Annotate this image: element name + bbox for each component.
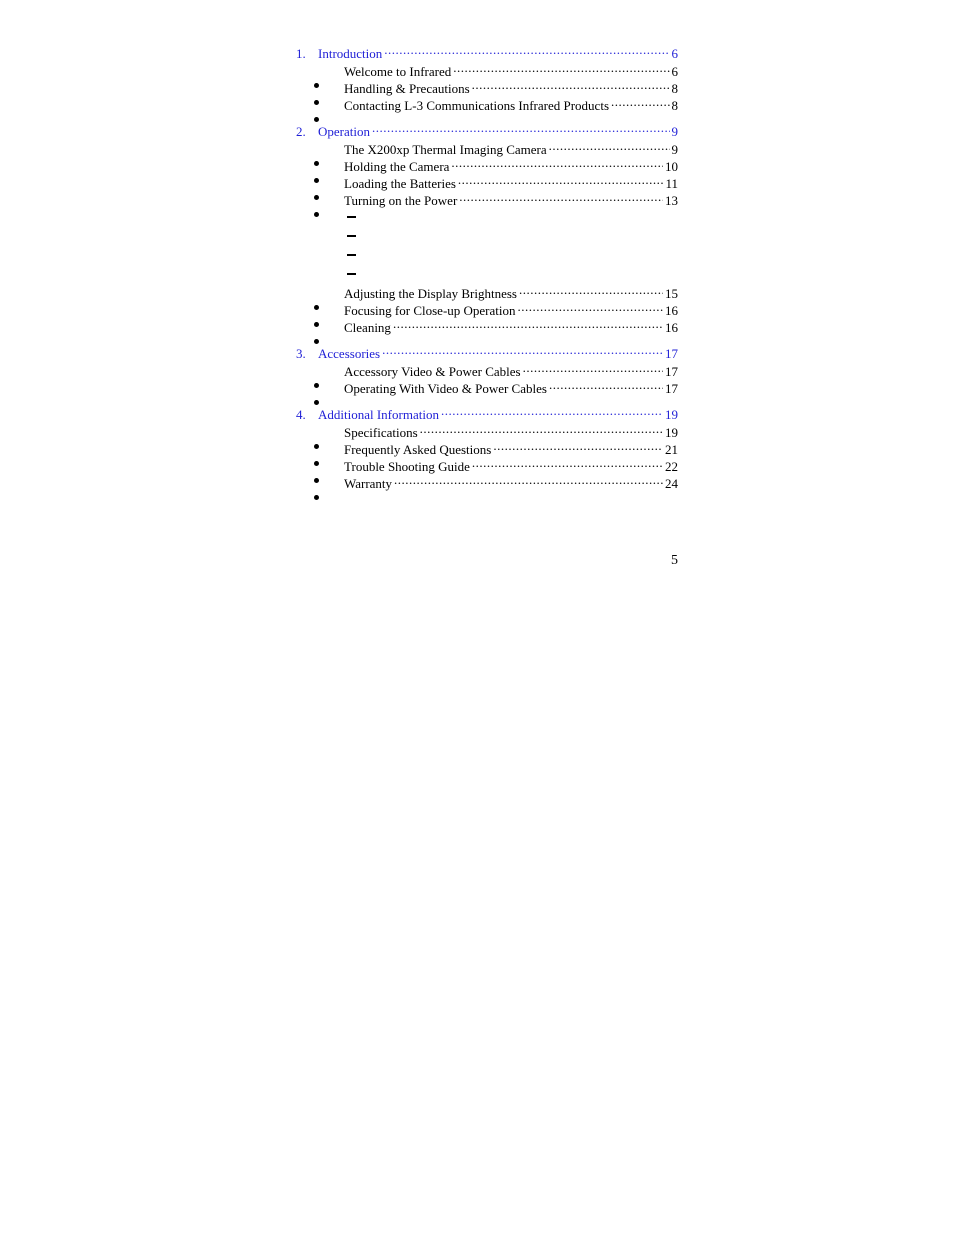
item-page: 15 [665, 286, 678, 301]
sub-item-placeholder [296, 205, 678, 224]
item-page: 9 [671, 142, 678, 157]
dot-leader [384, 41, 669, 58]
sub-item-placeholder [296, 243, 678, 262]
section-title: Additional Information [318, 407, 439, 422]
dot-leader [549, 376, 663, 393]
section-page: 17 [665, 346, 678, 361]
dot-leader [382, 341, 663, 358]
dot-leader [611, 93, 669, 110]
item-page: 16 [665, 320, 678, 335]
sub-item-placeholder [296, 224, 678, 243]
toc-section-additional-information [296, 402, 678, 491]
table-of-contents [296, 41, 678, 491]
item-page: 17 [665, 381, 678, 396]
item-label: Contacting L-3 Communications Infrared Products [344, 98, 610, 113]
toc-link-additional-information[interactable] [296, 402, 678, 422]
item-page: 11 [665, 176, 678, 191]
toc-section-accessories [296, 341, 678, 396]
dot-leader [372, 119, 670, 136]
dot-leader [441, 402, 663, 419]
sub-item-placeholder [296, 262, 678, 281]
dot-leader [453, 59, 669, 76]
item-page: 16 [665, 303, 678, 318]
item-page: 8 [671, 81, 678, 96]
toc-section-introduction [296, 41, 678, 113]
section-page: 6 [671, 46, 678, 61]
dash-icon [347, 254, 356, 256]
section-number: 3. [296, 346, 306, 361]
dot-leader [459, 188, 663, 205]
item-page: 24 [665, 476, 678, 491]
dash-icon [347, 235, 356, 237]
item-label: Turning on the Power [344, 193, 458, 208]
item-label: Specifications [344, 425, 418, 440]
dot-leader [393, 315, 663, 332]
dot-leader [394, 471, 663, 488]
section-number: 2. [296, 124, 306, 139]
item-label: Accessory Video & Power Cables [344, 364, 521, 379]
section-number: 4. [296, 407, 306, 422]
section-page: 9 [671, 124, 678, 139]
dot-leader [549, 137, 670, 154]
item-page: 6 [671, 64, 678, 79]
dash-icon [347, 273, 356, 275]
page-number: 5 [671, 553, 678, 568]
item-page: 10 [665, 159, 678, 174]
dot-leader [458, 171, 664, 188]
section-title: Accessories [318, 346, 381, 361]
item-page: 8 [671, 98, 678, 113]
item-page: 22 [665, 459, 678, 474]
dot-leader [420, 420, 663, 437]
dash-icon [347, 216, 356, 218]
item-label: Trouble Shooting Guide [344, 459, 470, 474]
section-page: 19 [665, 407, 678, 422]
dot-leader [451, 154, 663, 171]
toc-link-operation[interactable] [296, 119, 678, 139]
item-label: Frequently Asked Questions [344, 442, 492, 457]
toc-section-operation [296, 119, 678, 335]
dot-leader [519, 281, 663, 298]
dot-leader [472, 76, 670, 93]
dot-leader [518, 298, 663, 315]
item-label: Warranty [344, 476, 393, 491]
item-page: 17 [665, 364, 678, 379]
item-label: Loading the Batteries [344, 176, 456, 191]
item-page: 21 [665, 442, 678, 457]
dot-leader [493, 437, 663, 454]
item-label: Holding the Camera [344, 159, 450, 174]
toc-item [296, 281, 678, 301]
item-label: Welcome to Infrared [344, 64, 452, 79]
item-label: Cleaning [344, 320, 391, 335]
dot-leader [523, 359, 663, 376]
item-label: Operating With Video & Power Cables [344, 381, 547, 396]
section-number: 1. [296, 46, 306, 61]
item-label: Adjusting the Display Brightness [344, 286, 517, 301]
section-title: Introduction [318, 46, 383, 61]
item-label: Focusing for Close-up Operation [344, 303, 516, 318]
section-title: Operation [318, 124, 370, 139]
toc-link-introduction[interactable] [296, 41, 678, 61]
item-label: Handling & Precautions [344, 81, 470, 96]
item-page: 13 [665, 193, 678, 208]
dot-leader [472, 454, 663, 471]
toc-link-accessories[interactable] [296, 341, 678, 361]
item-page: 19 [665, 425, 678, 440]
item-label: The X200xp Thermal Imaging Camera [344, 142, 547, 157]
